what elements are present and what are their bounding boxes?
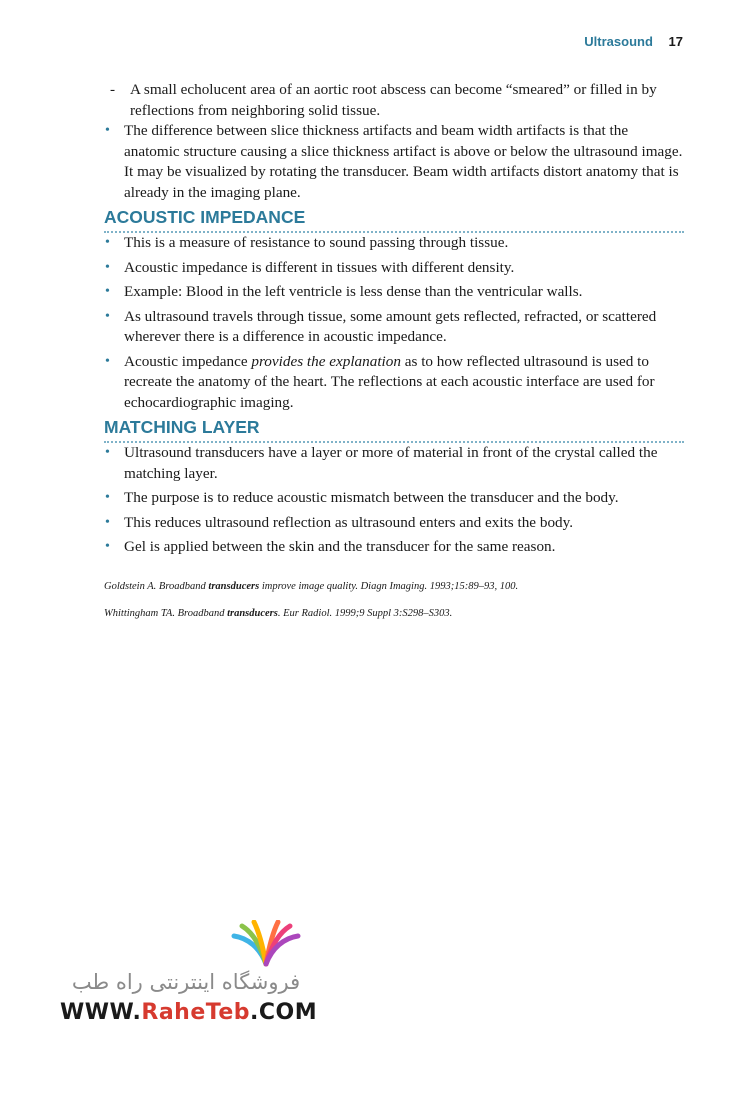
dash-marker: - xyxy=(110,81,116,98)
bullet-icon: • xyxy=(105,514,110,530)
list-item-text: Gel is applied between the skin and the transducer for the same reason. xyxy=(124,538,556,555)
list-item xyxy=(104,537,684,558)
list-item-text: Acoustic impedance is different in tissues with different density. xyxy=(124,258,515,276)
dash-item-text: A small echolucent area of an aortic root abscess can become “smeared” or filled in by reflections from neighboring solid tissue. xyxy=(130,81,657,119)
list-item-text: The difference between slice thickness artifacts and beam width artifacts is that the anatomic structure causing a slice thickness artifact is above or below the ultrasound image. It may be visualized by rotating the transducer. Beam width artifacts distort anatomy that is already in the imaging plane. xyxy=(124,122,683,201)
list-item xyxy=(104,121,684,203)
list-item xyxy=(104,352,684,414)
intro-bullet-list xyxy=(104,121,684,203)
website-url xyxy=(60,1000,317,1025)
reference-highlight: transducers xyxy=(227,607,278,619)
bullet-icon: • xyxy=(105,490,110,505)
bullet-icon: • xyxy=(105,259,110,275)
store-name-persian: فروشگاه اینترنتی راه طب xyxy=(71,970,301,994)
list-item xyxy=(104,307,684,348)
section-heading-matching-layer: MATCHING LAYER xyxy=(104,417,684,443)
reference-text-after: . Eur Radiol. 1999;9 Suppl 3:S298–S303. xyxy=(277,607,453,619)
reference-text-before: Goldstein A. Broadband xyxy=(104,580,209,592)
dash-list-item xyxy=(110,80,684,121)
list-item-text-after: as to how reflected ultrasound is used to recreate the anatomy of the heart. The reflections at each acoustic interface are used for echocardiographic imaging. xyxy=(124,352,655,411)
list-item xyxy=(104,488,684,509)
list-item-text: This reduces ultrasound reflection as ultrasound enters and exits the body. xyxy=(124,513,574,531)
bullet-icon: • xyxy=(105,308,110,324)
reference-item xyxy=(104,607,664,621)
bullet-icon: • xyxy=(105,235,110,250)
bullet-icon: • xyxy=(105,539,110,554)
reference-text-before: Whittingham TA. Broadband xyxy=(104,607,228,619)
emphasis-text: provides the explanation xyxy=(251,352,401,370)
bullet-icon: • xyxy=(105,284,110,299)
bullet-icon: • xyxy=(105,445,110,460)
list-item-text-before: Acoustic impedance xyxy=(124,352,252,370)
list-item-text: The purpose is to reduce acoustic mismatch between the transducer and the body. xyxy=(124,489,619,506)
list-item xyxy=(104,282,684,303)
references xyxy=(104,580,684,621)
reference-highlight: transducers xyxy=(208,580,260,592)
page-content xyxy=(104,80,684,634)
open-book-icon xyxy=(220,920,312,968)
page-number: 17 xyxy=(668,34,683,49)
list-item-text: Ultrasound transducers have a layer or more of material in front of the crystal called the matching layer. xyxy=(124,444,658,482)
watermark-logo xyxy=(60,920,320,1030)
reference-text-after: improve image quality. Diagn Imaging. 1993;15:89–93, 100. xyxy=(259,580,519,592)
list-item-text: Example: Blood in the left ventricle is less dense than the ventricular walls. xyxy=(124,283,583,300)
bullet-icon: • xyxy=(105,353,110,369)
section-heading-acoustic-impedance: ACOUSTIC IMPEDANCE xyxy=(104,207,684,233)
list-item xyxy=(104,233,684,254)
acoustic-impedance-list xyxy=(104,233,684,413)
url-suffix: .COM xyxy=(250,1000,318,1025)
list-item xyxy=(104,443,684,484)
running-head xyxy=(584,34,683,49)
running-head-section: Ultrasound xyxy=(584,34,653,49)
matching-layer-list xyxy=(104,443,684,558)
list-item-text: This is a measure of resistance to sound passing through tissue. xyxy=(124,234,509,251)
bullet-icon: • xyxy=(105,123,110,138)
list-item xyxy=(104,258,684,279)
list-item-text: As ultrasound travels through tissue, some amount gets reflected, refracted, or scattered wherever there is a difference in acoustic impedance. xyxy=(124,307,657,345)
reference-item xyxy=(104,580,664,594)
list-item xyxy=(104,513,684,534)
url-brand: RaheTeb xyxy=(141,1000,250,1025)
url-prefix: WWW. xyxy=(60,1000,142,1025)
